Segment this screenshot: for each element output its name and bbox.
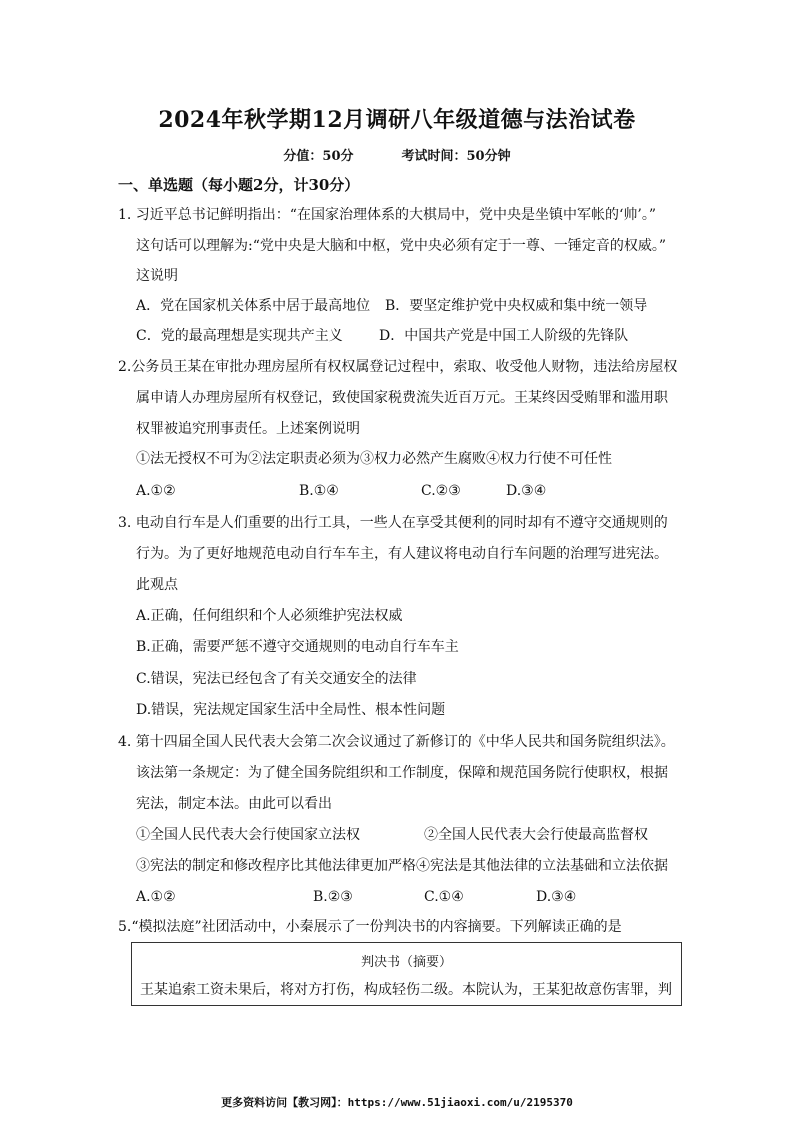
q2-option-d: D.③④ — [506, 483, 547, 499]
q1-option-a: A．党在国家机关体系中居于最高地位 — [136, 298, 371, 314]
q2-line-1: 2.公务员王某在审批办理房屋所有权权属登记过程中，索取、收受他人财物，违法给房屋权 — [118, 359, 678, 375]
footer-link-text: 更多资料访问【教习网】：https://www.51jiaoxi.com/u/2195370 — [221, 1096, 573, 1109]
q2-option-b: B.①④ — [299, 483, 339, 499]
q2-line-2: 属申请人办理房屋所有权登记，致使国家税费流失近百万元。王某终因受贿罪和滥用职 — [136, 390, 668, 406]
judgment-box — [131, 942, 682, 1006]
q2-option-a: A.①② — [136, 483, 176, 499]
q3-option-a: A.正确，任何组织和个人必须维护宪法权威 — [136, 608, 403, 624]
section-heading: 一、单选题（每小题2分，计30分） — [118, 176, 360, 194]
q3-line-3: 此观点 — [136, 577, 178, 593]
judgment-box-text: 王某追索工资未果后，将对方打伤，构成轻伤二级。本院认为，王某犯故意伤害罪，判 — [140, 982, 672, 998]
q2-statements: ①法无授权不可为②法定职责必须为③权力必然产生腐败④权力行使不可任性 — [136, 451, 612, 467]
score-label: 分值：50分 — [283, 149, 354, 164]
q4-statement-2: ②全国人民代表大会行使最高监督权 — [424, 827, 648, 843]
q2-line-3: 权罪被追究刑事责任。上述案例说明 — [136, 421, 360, 437]
q1-line-2: 这句话可以理解为:“党中央是大脑和中枢，党中央必须有定于一尊、一锤定音的权威。” — [136, 238, 667, 254]
q1-line-1: 1. 习近平总书记鲜明指出：“在国家治理体系的大棋局中，党中央是坐镇中军帐的‘帅’。” — [118, 207, 657, 223]
exam-meta — [0, 145, 794, 164]
q4-line-2: 该法第一条规定：为了健全国务院组织和工作制度，保障和规范国务院行使职权，根据 — [136, 765, 668, 781]
q3-option-d: D.错误，宪法规定国家生活中全局性、根本性问题 — [136, 702, 446, 718]
q4-statement-3: ③宪法的制定和修改程序比其他法律更加严格④宪法是其他法律的立法基础和立法依据 — [136, 858, 668, 874]
q4-statement-1: ①全国人民代表大会行使国家立法权 — [136, 827, 360, 843]
exam-title: 2024年秋学期12月调研八年级道德与法治试卷 — [158, 107, 636, 133]
q1-option-d: D．中国共产党是中国工人阶级的先锋队 — [379, 328, 629, 344]
q3-line-1: 3. 电动自行车是人们重要的出行工具，一些人在享受其便利的同时却有不遵守交通规则的 — [118, 515, 668, 531]
q4-option-c: C.①④ — [424, 889, 464, 905]
q4-line-3: 宪法，制定本法。由此可以看出 — [136, 796, 332, 812]
q2-option-c: C.②③ — [421, 483, 461, 499]
q5-line-1: 5.“模拟法庭”社团活动中，小秦展示了一份判决书的内容摘要。下列解读正确的是 — [118, 919, 622, 935]
q1-option-b: B．要坚定维护党中央权威和集中统一领导 — [385, 298, 648, 314]
q3-option-c: C.错误，宪法已经包含了有关交通安全的法律 — [136, 671, 417, 687]
q4-option-a: A.①② — [136, 889, 176, 905]
q4-line-1: 4. 第十四届全国人民代表大会第二次会议通过了新修订的《中华人民共和国务院组织法》。 — [118, 734, 675, 750]
q3-option-b: B.正确，需要严惩不遵守交通规则的电动自行车车主 — [136, 639, 459, 655]
q3-line-2: 行为。为了更好地规范电动自行车车主，有人建议将电动自行车问题的治理写进宪法。 — [136, 546, 668, 562]
q4-option-d: D.③④ — [536, 889, 577, 905]
judgment-box-title: 判决书（摘要） — [360, 955, 452, 970]
q4-option-b: B.②③ — [313, 889, 353, 905]
q1-option-c: C．党的最高理想是实现共产主义 — [136, 328, 343, 344]
time-label: 考试时间：50分钟 — [401, 149, 511, 164]
q1-line-3: 这说明 — [136, 268, 178, 284]
